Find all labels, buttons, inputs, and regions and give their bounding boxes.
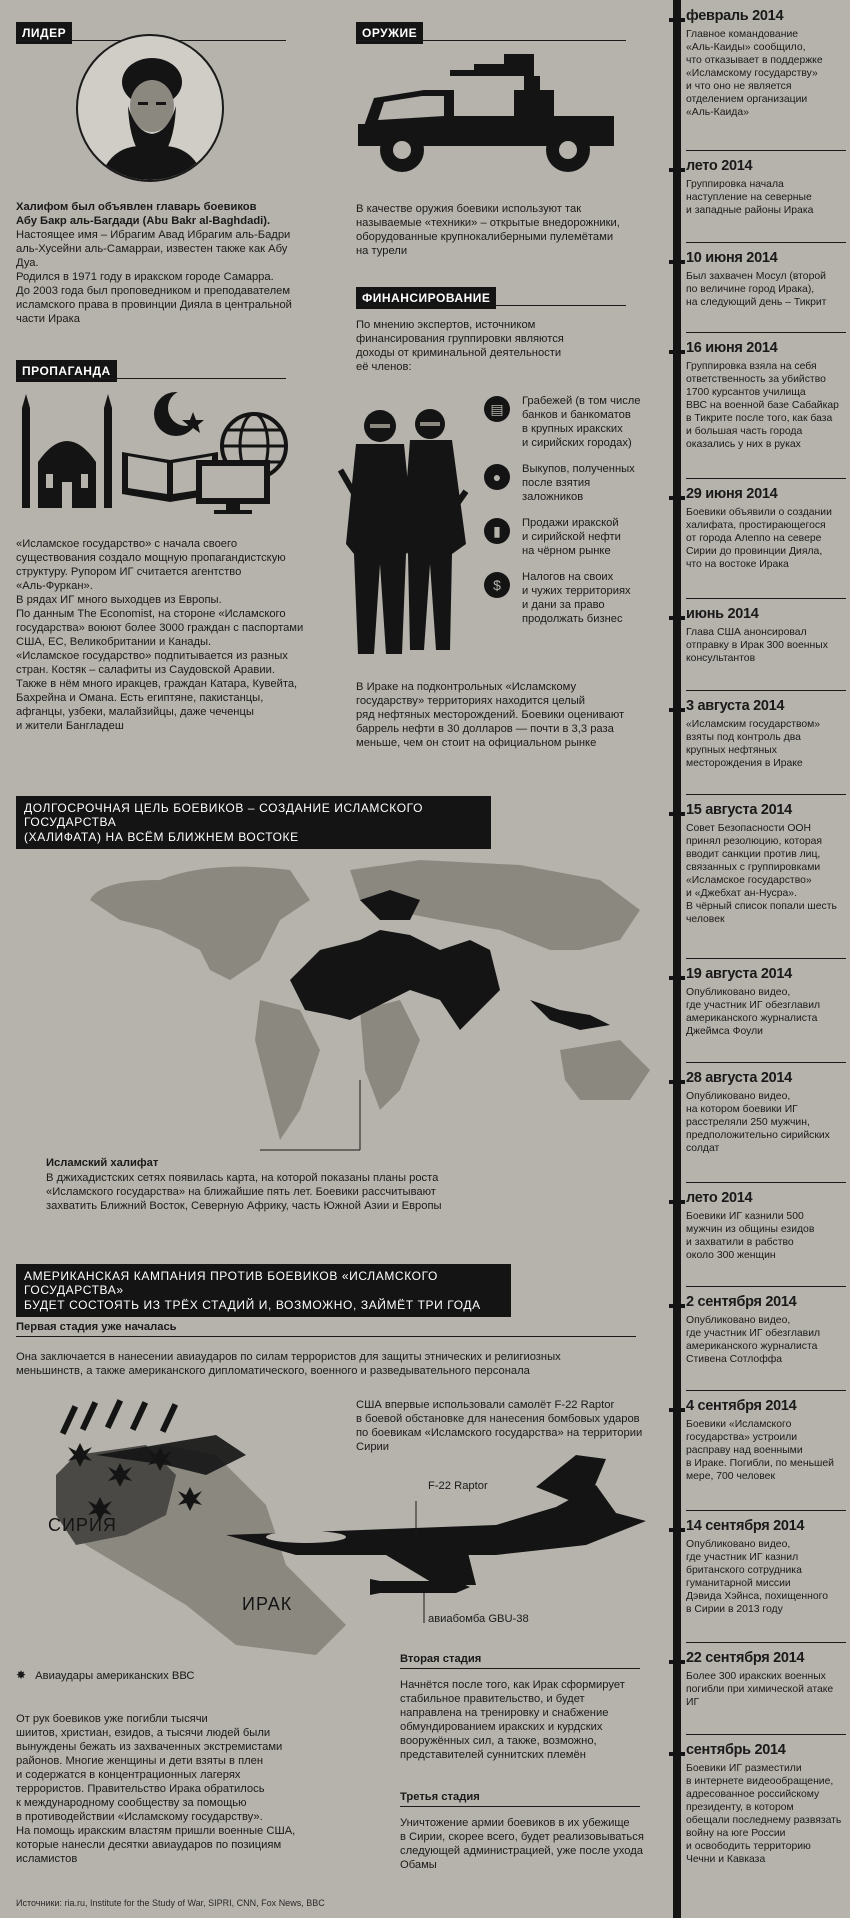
victims-line: к международному сообществу за помощью: [16, 1797, 247, 1809]
finance-item-line: и сирийской нефти: [522, 531, 621, 543]
timeline-text-line: по величине город Ирака),: [686, 284, 815, 295]
finance-intro-line: По мнению экспертов, источником: [356, 319, 536, 331]
timeline-event: [686, 1742, 846, 1866]
timeline-event: [686, 158, 846, 217]
weapon-line: на турели: [356, 245, 408, 257]
timeline-marker: [669, 1304, 685, 1308]
stage3-rule: [400, 1806, 640, 1807]
finance-item-line: на чёрном рынке: [522, 545, 611, 557]
campaign-banner: [16, 1264, 511, 1317]
timeline-event: [686, 698, 846, 770]
timeline-event: [686, 1190, 846, 1262]
timeline-divider: [686, 1734, 846, 1735]
timeline-event: [686, 1398, 846, 1483]
propaganda-line: существования создало мощную пропагандистскую: [16, 552, 286, 564]
propaganda-line: «Исламское государство» подпитывается из разных: [16, 650, 288, 662]
finance-outro-line: баррель нефти в 30 долларов — почти в 3,3 раза: [356, 723, 614, 735]
timeline-text-line: на котором боевики ИГ: [686, 1104, 798, 1115]
propaganda-line: Также в нём много иракцев, граждан Катара, Кувейта,: [16, 678, 298, 690]
timeline-text-line: мере, 700 человек: [686, 1471, 776, 1482]
stage2-line: представителей суннитских племён: [400, 1749, 586, 1761]
timeline-date: 29 июня 2014: [686, 486, 778, 502]
timeline-text-line: расправу над военными: [686, 1445, 803, 1456]
timeline-text-line: государства» устроили: [686, 1432, 798, 1443]
f22-raptor-icon: [226, 1455, 646, 1585]
weapon-tag: ОРУЖИЕ: [356, 22, 423, 44]
timeline-text-line: В чёрный список попали шесть: [686, 901, 837, 912]
victims-line: террористов. Правительство Ирака обратилось: [16, 1783, 265, 1795]
timeline-divider: [686, 958, 846, 959]
leader-line: исламского права в провинции Дияла в центральной: [16, 299, 292, 311]
finance-outro: [356, 680, 656, 750]
timeline-date: 10 июня 2014: [686, 250, 778, 266]
stage1-rule: [16, 1336, 636, 1337]
leader-line: Родился в 1971 году в иракском городе Самарра.: [16, 271, 274, 283]
timeline-text-line: Боевики ИГ казнили 500: [686, 1211, 804, 1222]
timeline-divider: [686, 794, 846, 795]
timeline-divider: [686, 1510, 846, 1511]
leader-tag: ЛИДЕР: [16, 22, 72, 44]
leader-line: аль-Хусейни аль-Самаррaи, известен также как Абу Дуа.: [16, 243, 288, 269]
victims-line: шиитов, христиан, езидов, а тысячи людей были: [16, 1727, 271, 1739]
timeline-marker: [669, 350, 685, 354]
weapon-rule: [356, 40, 626, 41]
propaganda-line: «Аль-Фуркан».: [16, 580, 93, 592]
timeline-text-line: и освободить территорию: [686, 1841, 811, 1852]
timeline-marker: [669, 168, 685, 172]
timeline-text-line: и западные районы Ирака: [686, 205, 814, 216]
finance-item-line: Грабежей (в том числе: [522, 395, 641, 407]
weapon-line: В качестве оружия боевики используют так: [356, 203, 582, 215]
victims-line: которые нанесли десятки авиаударов по позициям: [16, 1839, 282, 1851]
finance-item-line: банков и банкоматов: [522, 409, 631, 421]
weapon-line: оборудованные крупнокалиберными пулемётами: [356, 231, 614, 243]
timeline-text-line: обещали последнему развязать: [686, 1815, 842, 1826]
timeline-text-line: войну на юге России: [686, 1828, 786, 1839]
timeline-date: сентябрь 2014: [686, 1742, 786, 1758]
caliphate-title: Исламский халифат: [46, 1157, 159, 1169]
timeline-divider: [686, 1286, 846, 1287]
timeline-divider: [686, 598, 846, 599]
timeline-text-line: Дэвида Хэйнса, похищенного: [686, 1591, 829, 1602]
timeline-text-line: «Аль-Каиды» сообщило,: [686, 42, 806, 53]
caliphate-text: [46, 1171, 466, 1213]
oil-icon: ▮: [484, 518, 510, 544]
timeline-text-line: на следующий день – Тикрит: [686, 297, 827, 308]
timeline-text-line: Опубликовано видео,: [686, 1315, 791, 1326]
caliphate-line: В джихадистских сетях появилась карта, на которой показаны планы роста: [46, 1172, 439, 1184]
timeline-text-line: адресованное российскому: [686, 1789, 820, 1800]
timeline-text-line: «Аль-Каида»: [686, 107, 749, 118]
timeline-date: 3 августа 2014: [686, 698, 785, 714]
finance-item-line: и сирийских городах): [522, 437, 632, 449]
timeline-divider: [686, 150, 846, 151]
caliphate-line: «Исламского государства» на ближайшие пять лет. Боевики рассчитывают: [46, 1186, 436, 1198]
timeline-text-line: где участник ИГ обезглавил: [686, 1000, 821, 1011]
finance-item-line: Продажи иракской: [522, 517, 619, 529]
timeline-date: 14 сентября 2014: [686, 1518, 805, 1534]
ransom-icon: ●: [484, 464, 510, 490]
propaganda-line: и жители Бангладеш: [16, 720, 124, 732]
timeline-text-line: гуманитарной миссии: [686, 1578, 791, 1589]
timeline-marker: [669, 616, 685, 620]
stage2-line: обмундированием иракских и курдских: [400, 1721, 603, 1733]
propaganda-icons: [18, 390, 293, 515]
leader-line: Халифом был объявлен главарь боевиков: [16, 201, 257, 213]
bomb-label: авиабомба GBU-38: [428, 1613, 529, 1625]
money-bag-icon: $: [484, 572, 510, 598]
goal-line-2: (ХАЛИФАТА) НА ВСЁМ БЛИЖНЕМ ВОСТОКЕ: [24, 829, 299, 844]
timeline-text-line: Сирии до провинции Дияла,: [686, 546, 823, 557]
leader-line: Настоящее имя – Ибрагим Авад Ибрагим аль-Бадри: [16, 229, 291, 241]
victims-text: [16, 1712, 346, 1866]
airstrike-legend-icon: ✸: [16, 1668, 27, 1682]
timeline-text-line: вводит санкции против лиц,: [686, 849, 821, 860]
timeline-marker: [669, 708, 685, 712]
goal-line-1: ДОЛГОСРОЧНАЯ ЦЕЛЬ БОЕВИКОВ – СОЗДАНИЕ ИСЛАМСКОГО ГОСУДАРСТВА: [24, 801, 424, 830]
finance-item-line: Налогов на своих: [522, 571, 614, 583]
timeline-event: [686, 486, 846, 571]
propaganda-line: стран. Костяк – салафиты из Саудовской Аравии.: [16, 664, 275, 676]
timeline-text-line: месторождения в Ираке: [686, 758, 803, 769]
timeline-marker: [669, 1752, 685, 1756]
leader-text: [16, 200, 306, 326]
timeline-event: [686, 1650, 846, 1709]
gbu38-bomb-icon: [370, 1579, 470, 1595]
timeline-text-line: Опубликовано видео,: [686, 1539, 791, 1550]
timeline-marker: [669, 260, 685, 264]
timeline-marker: [669, 1408, 685, 1412]
leader-portrait: [76, 34, 224, 182]
timeline-text-line: человек: [686, 914, 725, 925]
stage3-title: Третья стадия: [400, 1791, 480, 1803]
stage3-text: [400, 1816, 660, 1872]
timeline-marker: [669, 18, 685, 22]
victims-line: На помощь иракским властям пришли военные США,: [16, 1825, 296, 1837]
stage3-line: следующей администрацией, уже после ухода: [400, 1845, 643, 1857]
stage3-line: Уничтожение армии боевиков в их убежище: [400, 1817, 630, 1829]
timeline-divider: [686, 1642, 846, 1643]
timeline-text-line: ВВС на военной базе Сабайкар: [686, 400, 839, 411]
timeline-text-line: Опубликовано видео,: [686, 1091, 791, 1102]
timeline-divider: [686, 242, 846, 243]
timeline-date: 15 августа 2014: [686, 802, 792, 818]
propaganda-line: «Исламское государство» с начала своего: [16, 538, 238, 550]
caliphate-line: захватить Ближний Восток, Северную Африку, часть Южной Азии и Европы: [46, 1200, 442, 1212]
timeline-date: 4 сентября 2014: [686, 1398, 797, 1414]
south-africa: [360, 1000, 420, 1110]
timeline-text-line: Группировка начала: [686, 179, 784, 190]
timeline-text-line: Джеймса Фоули: [686, 1026, 763, 1037]
timeline-text-line: Был захвачен Мосул (второй: [686, 271, 826, 282]
timeline-bar: [673, 0, 681, 1918]
timeline-text-line: ответственность за убийство: [686, 374, 826, 385]
technical-truck-icon: [354, 46, 634, 181]
timeline-event: [686, 1518, 846, 1616]
timeline-marker: [669, 1528, 685, 1532]
timeline-date: 2 сентября 2014: [686, 1294, 797, 1310]
finance-item-line: продолжать бизнес: [522, 613, 623, 625]
stage2-line: стабильное правительство, и будет: [400, 1693, 585, 1705]
raptor-line: США впервые использовали самолёт F-22 Raptor: [356, 1399, 615, 1411]
timeline-divider: [686, 332, 846, 333]
militants-icon: [330, 404, 480, 664]
victims-line: в противодействии «Исламскому государству».: [16, 1811, 263, 1823]
timeline-marker: [669, 976, 685, 980]
timeline-text-line: погибли при химической атаке: [686, 1684, 834, 1695]
finance-item: [484, 570, 664, 626]
timeline-text-line: ИГ: [686, 1697, 700, 1708]
propaganda-line: структуру. Рупором ИГ считается агентство: [16, 566, 242, 578]
timeline-text-line: мужчин из общины езидов: [686, 1224, 815, 1235]
timeline-text-line: оказались у них в руках: [686, 439, 801, 450]
stage1-line: Она заключается в нанесении авиаударов по силам террористов для защиты этнических и религиозных: [16, 1351, 561, 1363]
timeline-text-line: консультантов: [686, 653, 756, 664]
timeline-text-line: где участник ИГ казнил: [686, 1552, 799, 1563]
timeline-text-line: Боевики ИГ разместили: [686, 1763, 802, 1774]
timeline-text-line: в Тикрите после того, как база: [686, 413, 833, 424]
timeline-text-line: и что оно не является: [686, 81, 792, 92]
timeline-text-line: Более 300 иракских военных: [686, 1671, 826, 1682]
stage1-text: [16, 1350, 656, 1378]
raptor-label: F-22 Raptor: [428, 1480, 488, 1492]
stage2-rule: [400, 1668, 640, 1669]
timeline-text-line: Боевики «Исламского: [686, 1419, 792, 1430]
finance-item-line: и дани за право: [522, 599, 605, 611]
timeline-marker: [669, 1660, 685, 1664]
victims-line: исламистов: [16, 1853, 78, 1865]
leader-line: части Ирака: [16, 313, 80, 325]
finance-item-line: заложников: [522, 491, 584, 503]
iraq-label: ИРАК: [242, 1594, 293, 1614]
finance-item: [484, 516, 664, 558]
timeline-date: 22 сентября 2014: [686, 1650, 805, 1666]
finance-item-line: в крупных иракских: [522, 423, 623, 435]
propaganda-text: [16, 537, 316, 733]
timeline-text-line: в Сирии в 2013 году: [686, 1604, 783, 1615]
bank-icon: ▤: [484, 396, 510, 422]
timeline-text-line: что на востоке Ирака: [686, 559, 789, 570]
finance-tag: ФИНАНСИРОВАНИЕ: [356, 287, 496, 309]
timeline-text-line: Стивена Сотлоффа: [686, 1354, 783, 1365]
timeline-text-line: предположительно сирийских: [686, 1130, 830, 1141]
timeline-text-line: около 300 женщин: [686, 1250, 776, 1261]
timeline-date: 28 августа 2014: [686, 1070, 792, 1086]
timeline-event: [686, 340, 846, 451]
victims-line: От рук боевиков уже погибли тысячи: [16, 1713, 208, 1725]
timeline-text-line: британского сотрудника: [686, 1565, 802, 1576]
monitor-icon: [196, 460, 270, 514]
timeline-date: февраль 2014: [686, 8, 784, 24]
timeline-marker: [669, 812, 685, 816]
timeline-event: [686, 250, 846, 309]
finance-item: [484, 462, 664, 504]
mosque-icon: [22, 394, 112, 508]
finance-item-line: и чужих территориях: [522, 585, 631, 597]
south-america: [255, 1000, 320, 1140]
timeline-text-line: солдат: [686, 1143, 720, 1154]
propaganda-tag: ПРОПАГАНДА: [16, 360, 117, 382]
timeline-text-line: и «Джебхат ан-Нусра».: [686, 888, 797, 899]
timeline-text-line: где участник ИГ обезглавил: [686, 1328, 821, 1339]
raptor-line: по боевикам «Исламского государства» на территории: [356, 1427, 643, 1439]
timeline-event: [686, 8, 846, 119]
finance-intro: [356, 318, 616, 374]
timeline-text-line: крупных нефтяных: [686, 745, 777, 756]
timeline-text-line: расстреляли 250 мужчин,: [686, 1117, 810, 1128]
timeline-text-line: отправку в Ирак 300 военных: [686, 640, 828, 651]
crescent-icon: [154, 390, 204, 436]
timeline-event: [686, 606, 846, 665]
timeline-date: лето 2014: [686, 158, 753, 174]
victims-line: районов. Многие женщины и дети взяты в плен: [16, 1755, 264, 1767]
timeline-text-line: Опубликовано видео,: [686, 987, 791, 998]
timeline-event: [686, 966, 846, 1038]
timeline-text-line: от города Алеппо на севере: [686, 533, 822, 544]
propaganda-line: Бахрейна и Омана. Есть египтяне, пакистанцы,: [16, 692, 264, 704]
timeline-marker: [669, 496, 685, 500]
campaign-line-1: АМЕРИКАНСКАЯ КАМПАНИЯ ПРОТИВ БОЕВИКОВ «ИСЛАМСКОГО ГОСУДАРСТВА»: [24, 1269, 438, 1298]
timeline-text-line: «Исламское государство»: [686, 875, 812, 886]
timeline-text-line: отделением организации: [686, 94, 808, 105]
finance-intro-line: её членов:: [356, 361, 412, 373]
north-america: [90, 867, 310, 980]
timeline-divider: [686, 478, 846, 479]
timeline-text-line: в интернете видеообращение,: [686, 1776, 834, 1787]
sources: Источники: ria.ru, Institute for the Study of War, SIPRI, CNN, Fox News, BBC: [16, 1898, 325, 1908]
leader-line: Абу Бакр аль-Багдади (Abu Bakr al-Baghdadi).: [16, 215, 271, 227]
timeline-text-line: «Исламским государством»: [686, 719, 821, 730]
leader-portrait-icon: [78, 36, 224, 182]
finance-outro-line: меньше, чем он стоит на официальном рынке: [356, 737, 597, 749]
timeline-text-line: Боевики объявили о создании: [686, 507, 832, 518]
timeline-marker: [669, 1200, 685, 1204]
finance-item-line: после взятия: [522, 477, 591, 489]
stage1-title: Первая стадия уже началась: [16, 1321, 177, 1333]
weapon-text: [356, 202, 656, 258]
timeline-divider: [686, 690, 846, 691]
timeline-divider: [686, 1182, 846, 1183]
timeline-date: 16 июня 2014: [686, 340, 778, 356]
timeline-text-line: и захватили в рабство: [686, 1237, 794, 1248]
airstrike-legend: [16, 1668, 194, 1682]
timeline-text-line: президенту, в котором: [686, 1802, 794, 1813]
leader-line: До 2003 года был проповедником и преподавателем: [16, 285, 291, 297]
timeline-text-line: наступление на северные: [686, 192, 812, 203]
timeline-event: [686, 802, 846, 926]
timeline-text-line: 1700 курсантов училища: [686, 387, 806, 398]
timeline-text-line: Глава США анонсировал: [686, 627, 807, 638]
timeline-text-line: и большая часть города: [686, 426, 803, 437]
timeline-event: [686, 1294, 846, 1366]
stage3-line: Обамы: [400, 1859, 437, 1871]
stage2-text: [400, 1678, 660, 1762]
raptor-line: в боевой обстановке для нанесения бомбовых ударов: [356, 1413, 640, 1425]
caliphate-indonesia: [530, 1000, 610, 1030]
timeline-text-line: Группировка взяла на себя: [686, 361, 817, 372]
timeline-divider: [686, 1062, 846, 1063]
missile-icons: [60, 1399, 178, 1435]
campaign-line-2: БУДЕТ СОСТОЯТЬ ИЗ ТРЁХ СТАДИЙ И, ВОЗМОЖНО, ЗАЙМЁТ ТРИ ГОДА: [24, 1297, 481, 1312]
propaganda-line: афганцы, узбеки, малайзийцы, даже чеченцы: [16, 706, 254, 718]
propaganda-rule: [16, 378, 286, 379]
timeline-text-line: что отказывает в поддержке: [686, 55, 823, 66]
propaganda-line: В рядах ИГ много выходцев из Европы.: [16, 594, 222, 606]
stage2-title: Вторая стадия: [400, 1653, 482, 1665]
finance-intro-line: доходы от криминальной деятельности: [356, 347, 562, 359]
syria-label: СИРИЯ: [48, 1515, 117, 1535]
finance-outro-line: ряд нефтяных месторождений. Боевики оценивают: [356, 709, 625, 721]
timeline-text-line: американского журналиста: [686, 1013, 818, 1024]
world-map: [60, 840, 660, 1160]
raptor-line: Сирии: [356, 1441, 390, 1453]
propaganda-line: По данным The Economist, на стороне «Исламского: [16, 608, 286, 620]
stage2-line: Начнётся после того, как Ирак сформирует: [400, 1679, 625, 1691]
weapon-line: называемые «техники» – открытые внедорожники,: [356, 217, 620, 229]
finance-item: [484, 394, 664, 450]
timeline-text-line: «Исламскому государству»: [686, 68, 818, 79]
timeline-text-line: халифата, простирающегося: [686, 520, 826, 531]
finance-outro-line: государству» территориях находится целый: [356, 695, 586, 707]
propaganda-line: государства» воюют более 3000 граждан с паспортами: [16, 622, 304, 634]
propaganda-line: США, ЕС, Великобритании и Канады.: [16, 636, 212, 648]
timeline-event: [686, 1070, 846, 1155]
timeline-divider: [686, 1390, 846, 1391]
stage1-line: меньшинств, а также американского дипломатического, военного и разведывательного персонала: [16, 1365, 530, 1377]
timeline-text-line: Совет Безопасности ООН: [686, 823, 811, 834]
victims-line: вынуждены бежать из захваченных экстремистами: [16, 1741, 283, 1753]
timeline-text-line: в Ираке. Погибли, по меньшей: [686, 1458, 834, 1469]
timeline-text-line: принял резолюцию, которая: [686, 836, 823, 847]
timeline-text-line: Чечни и Кавказа: [686, 1854, 766, 1865]
australia: [560, 1040, 650, 1100]
timeline-date: июнь 2014: [686, 606, 759, 622]
airstrike-legend-text: Авиаудары американских ВВС: [35, 1670, 195, 1682]
timeline-text-line: связанных с группировками: [686, 862, 821, 873]
raptor-text: [356, 1398, 656, 1454]
finance-outro-line: В Ираке на подконтрольных «Исламскому: [356, 681, 577, 693]
timeline-text-line: Главное командование: [686, 29, 799, 40]
stage3-line: в Сирии, скорее всего, будет реализовываться: [400, 1831, 644, 1843]
timeline-date: 19 августа 2014: [686, 966, 792, 982]
finance-intro-line: финансирования группировки являются: [356, 333, 564, 345]
stage2-line: направлена на тренировку и снабжение: [400, 1707, 609, 1719]
finance-item-line: Выкупов, полученных: [522, 463, 635, 475]
timeline-text-line: взяты под контроль два: [686, 732, 801, 743]
stage2-line: вооружённых сил, а также, возможно,: [400, 1735, 597, 1747]
timeline-date: лето 2014: [686, 1190, 753, 1206]
victims-line: и содержатся в концентрационных лагерях: [16, 1769, 241, 1781]
finance-rule: [356, 305, 626, 306]
timeline-text-line: американского журналиста: [686, 1341, 818, 1352]
timeline-marker: [669, 1080, 685, 1084]
